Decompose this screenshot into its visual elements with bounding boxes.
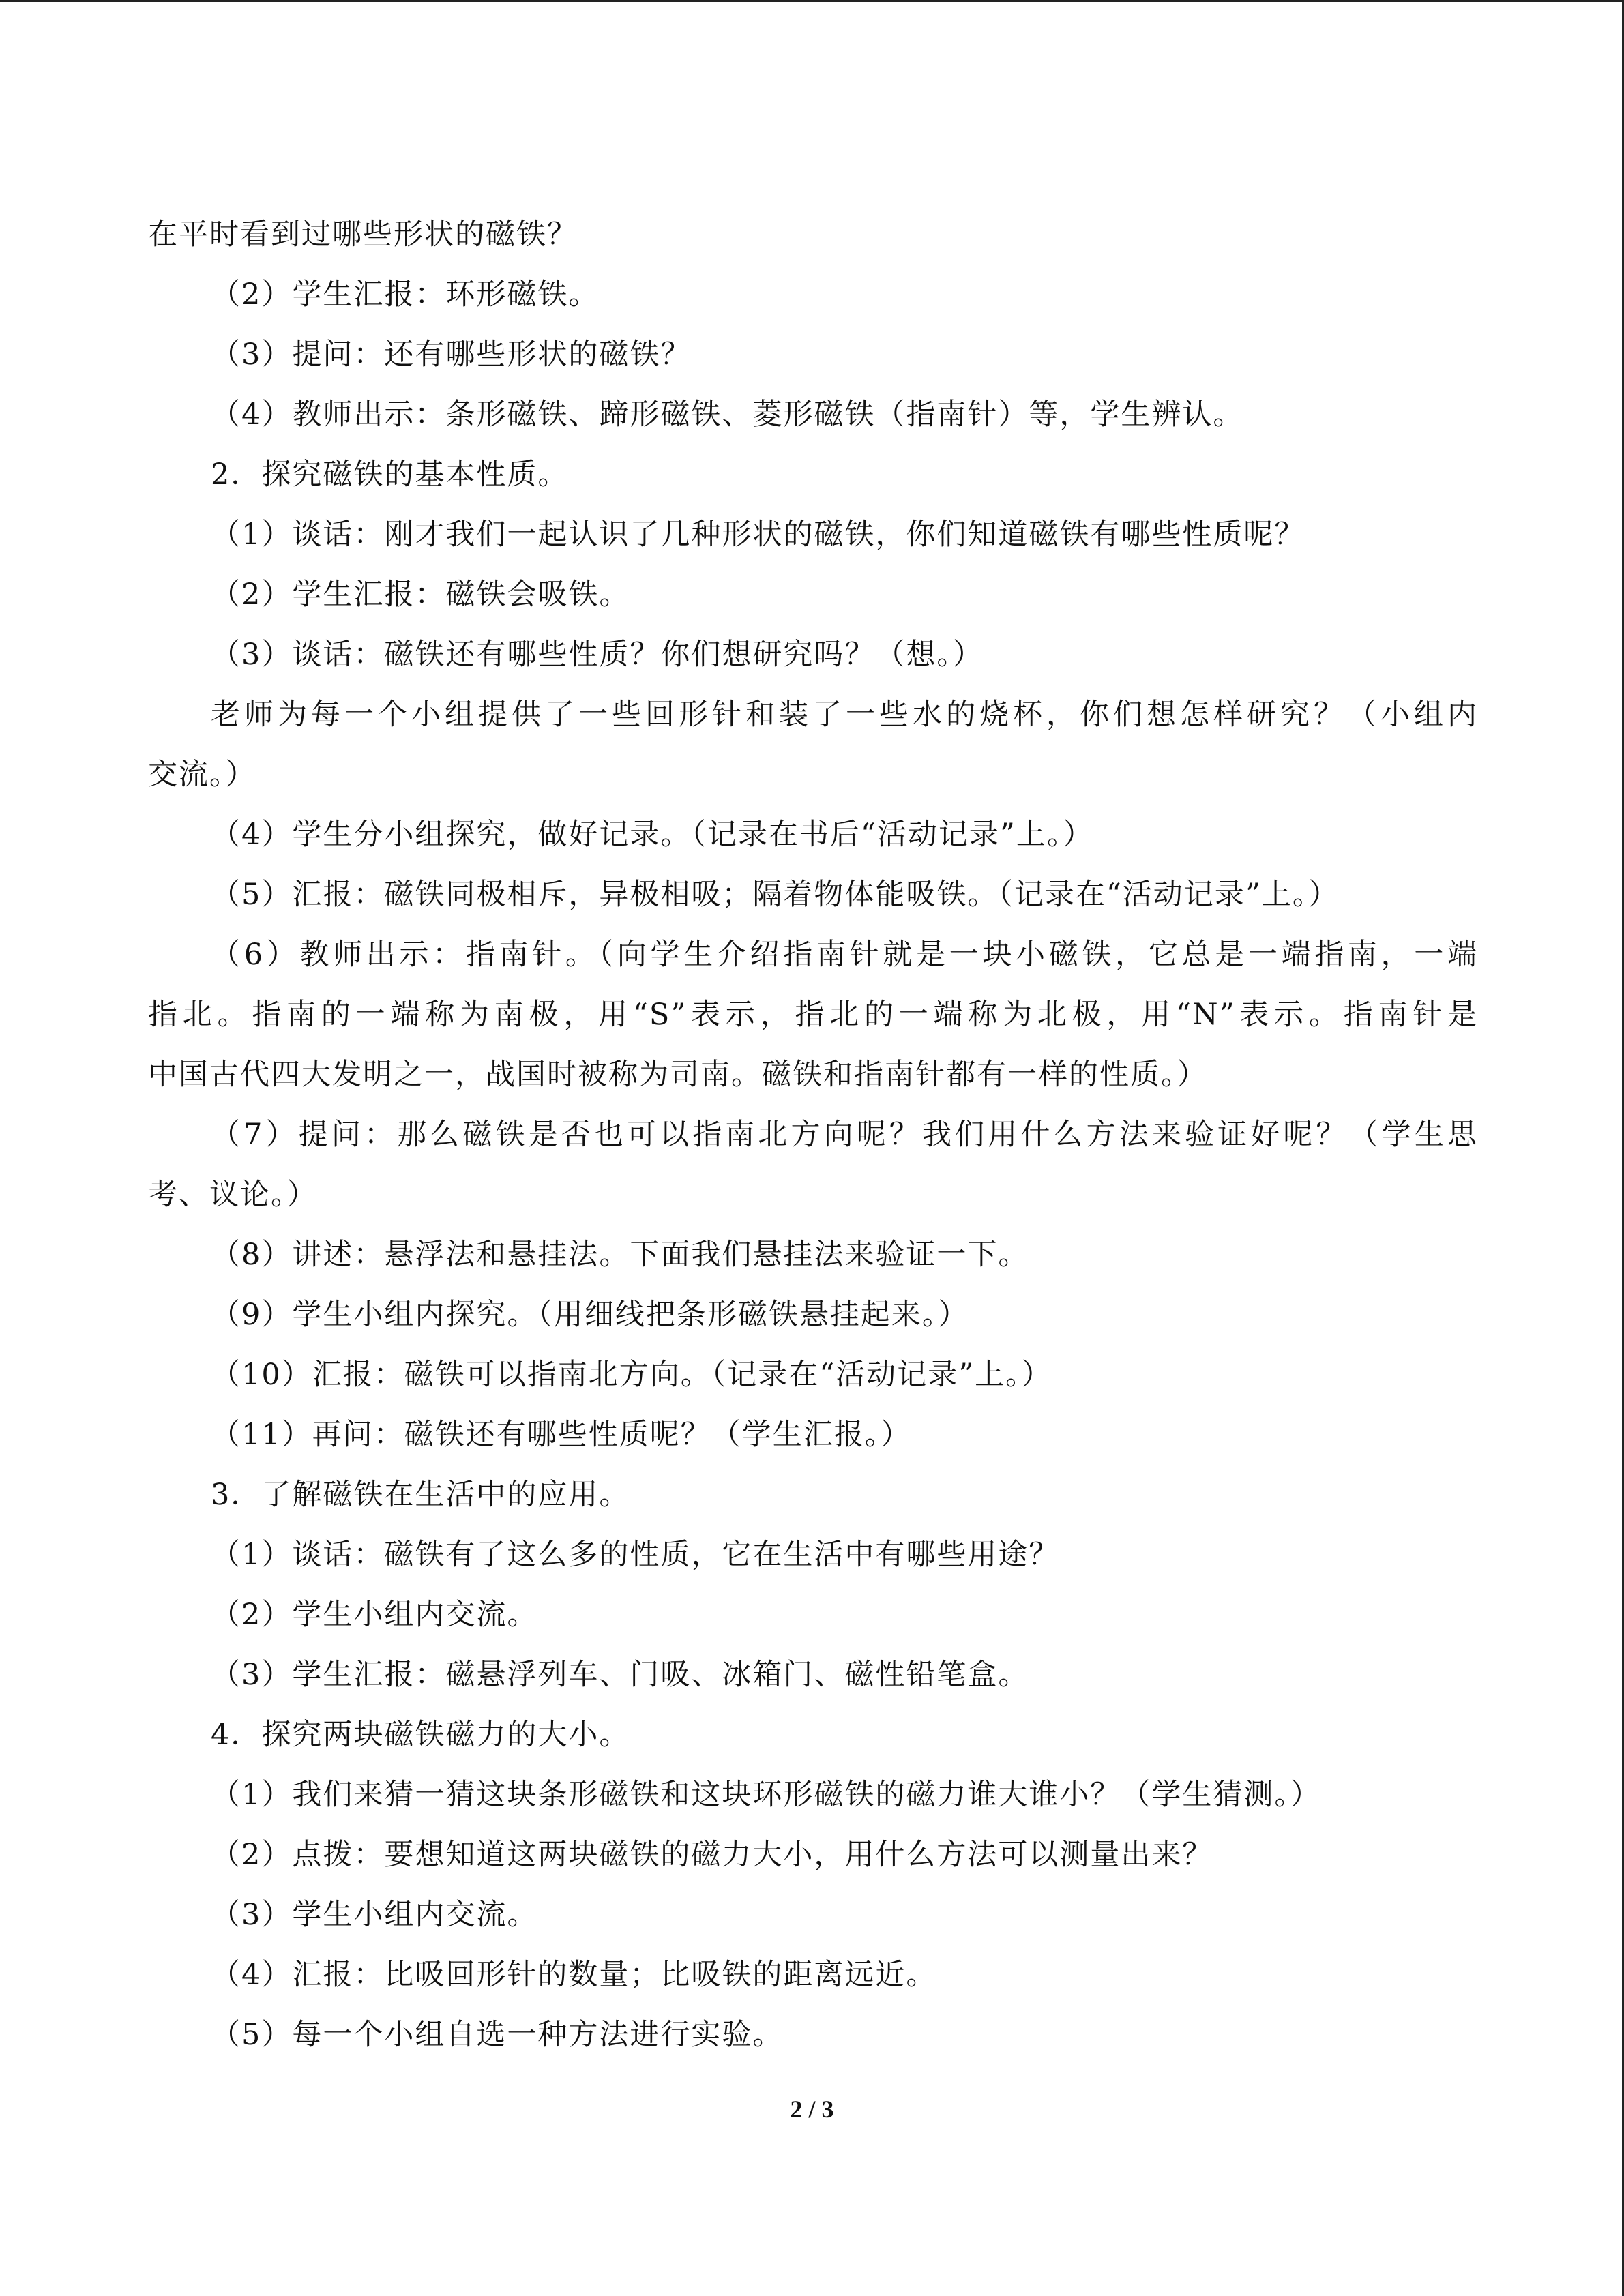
text-line: （3）谈话：磁铁还有哪些性质？你们想研究吗？（想。） (211, 638, 984, 672)
text-line: （2）点拨：要想知道这两块磁铁的磁力大小，用什么方法可以测量出来？ (211, 1838, 1213, 1872)
text-line: （2）学生汇报：磁铁会吸铁。 (211, 578, 630, 612)
text-line: 老师为每一个小组提供了一些回形针和装了一些水的烧杯，你们想怎样研究？（小组内 (211, 698, 1478, 732)
text-line: （11）再问：磁铁还有哪些性质呢？（学生汇报。） (211, 1418, 912, 1452)
text-line: （3）学生小组内交流。 (211, 1898, 538, 1932)
text-line: （1）谈话：刚才我们一起认识了几种形状的磁铁，你们知道磁铁有哪些性质呢？ (211, 518, 1305, 552)
text-line: （3）学生汇报：磁悬浮列车、门吸、冰箱门、磁性铅笔盒。 (211, 1658, 1029, 1692)
page-top-border (0, 0, 1624, 2)
text-line: （6）教师出示：指南针。（向学生介绍指南针就是一块小磁铁，它总是一端指南，一端 (211, 938, 1478, 972)
section-heading: 2．探究磁铁的基本性质。 (211, 458, 569, 492)
text-line: （9）学生小组内探究。（用细线把条形磁铁悬挂起来。） (211, 1298, 969, 1332)
section-heading: 3．了解磁铁在生活中的应用。 (211, 1478, 630, 1512)
text-line: （1）谈话：磁铁有了这么多的性质，它在生活中有哪些用途？ (211, 1538, 1060, 1572)
text-line: （7）提问：那么磁铁是否也可以指南北方向呢？我们用什么方法来验证好呢？（学生思 (211, 1118, 1478, 1152)
text-line: （4）学生分小组探究，做好记录。（记录在书后“活动记录”上。） (211, 818, 1094, 852)
text-line: （5）每一个小组自选一种方法进行实验。 (211, 2018, 784, 2052)
text-line: （4）汇报：比吸回形针的数量；比吸铁的距离远近。 (211, 1958, 937, 1992)
text-line: （3）提问：还有哪些形状的磁铁？ (211, 338, 692, 372)
text-line: （10）汇报：磁铁可以指南北方向。（记录在“活动记录”上。） (211, 1358, 1052, 1392)
text-line: （2）学生汇报：环形磁铁。 (211, 278, 600, 312)
text-line: 交流。） (148, 758, 256, 792)
text-line: （8）讲述：悬浮法和悬挂法。下面我们悬挂法来验证一下。 (211, 1238, 1029, 1272)
text-line: 在平时看到过哪些形状的磁铁？ (148, 218, 578, 252)
section-heading: 4．探究两块磁铁磁力的大小。 (211, 1718, 630, 1752)
text-line: 考、议论。） (148, 1178, 318, 1212)
text-line: 指北。指南的一端称为南极，用“S”表示，指北的一端称为北极，用“N”表示。指南针是 (148, 998, 1478, 1032)
text-line: （1）我们来猜一猜这块条形磁铁和这块环形磁铁的磁力谁大谁小？（学生猜测。） (211, 1778, 1321, 1812)
text-line: （4）教师出示：条形磁铁、蹄形磁铁、菱形磁铁（指南针）等，学生辨认。 (211, 398, 1244, 432)
text-line: （2）学生小组内交流。 (211, 1598, 538, 1632)
page-number: 2 / 3 (790, 2096, 834, 2123)
text-line: （5）汇报：磁铁同极相斥，异极相吸；隔着物体能吸铁。（记录在“活动记录”上。） (211, 878, 1340, 912)
text-line: 中国古代四大发明之一，战国时被称为司南。磁铁和指南针都有一样的性质。） (148, 1058, 1208, 1092)
